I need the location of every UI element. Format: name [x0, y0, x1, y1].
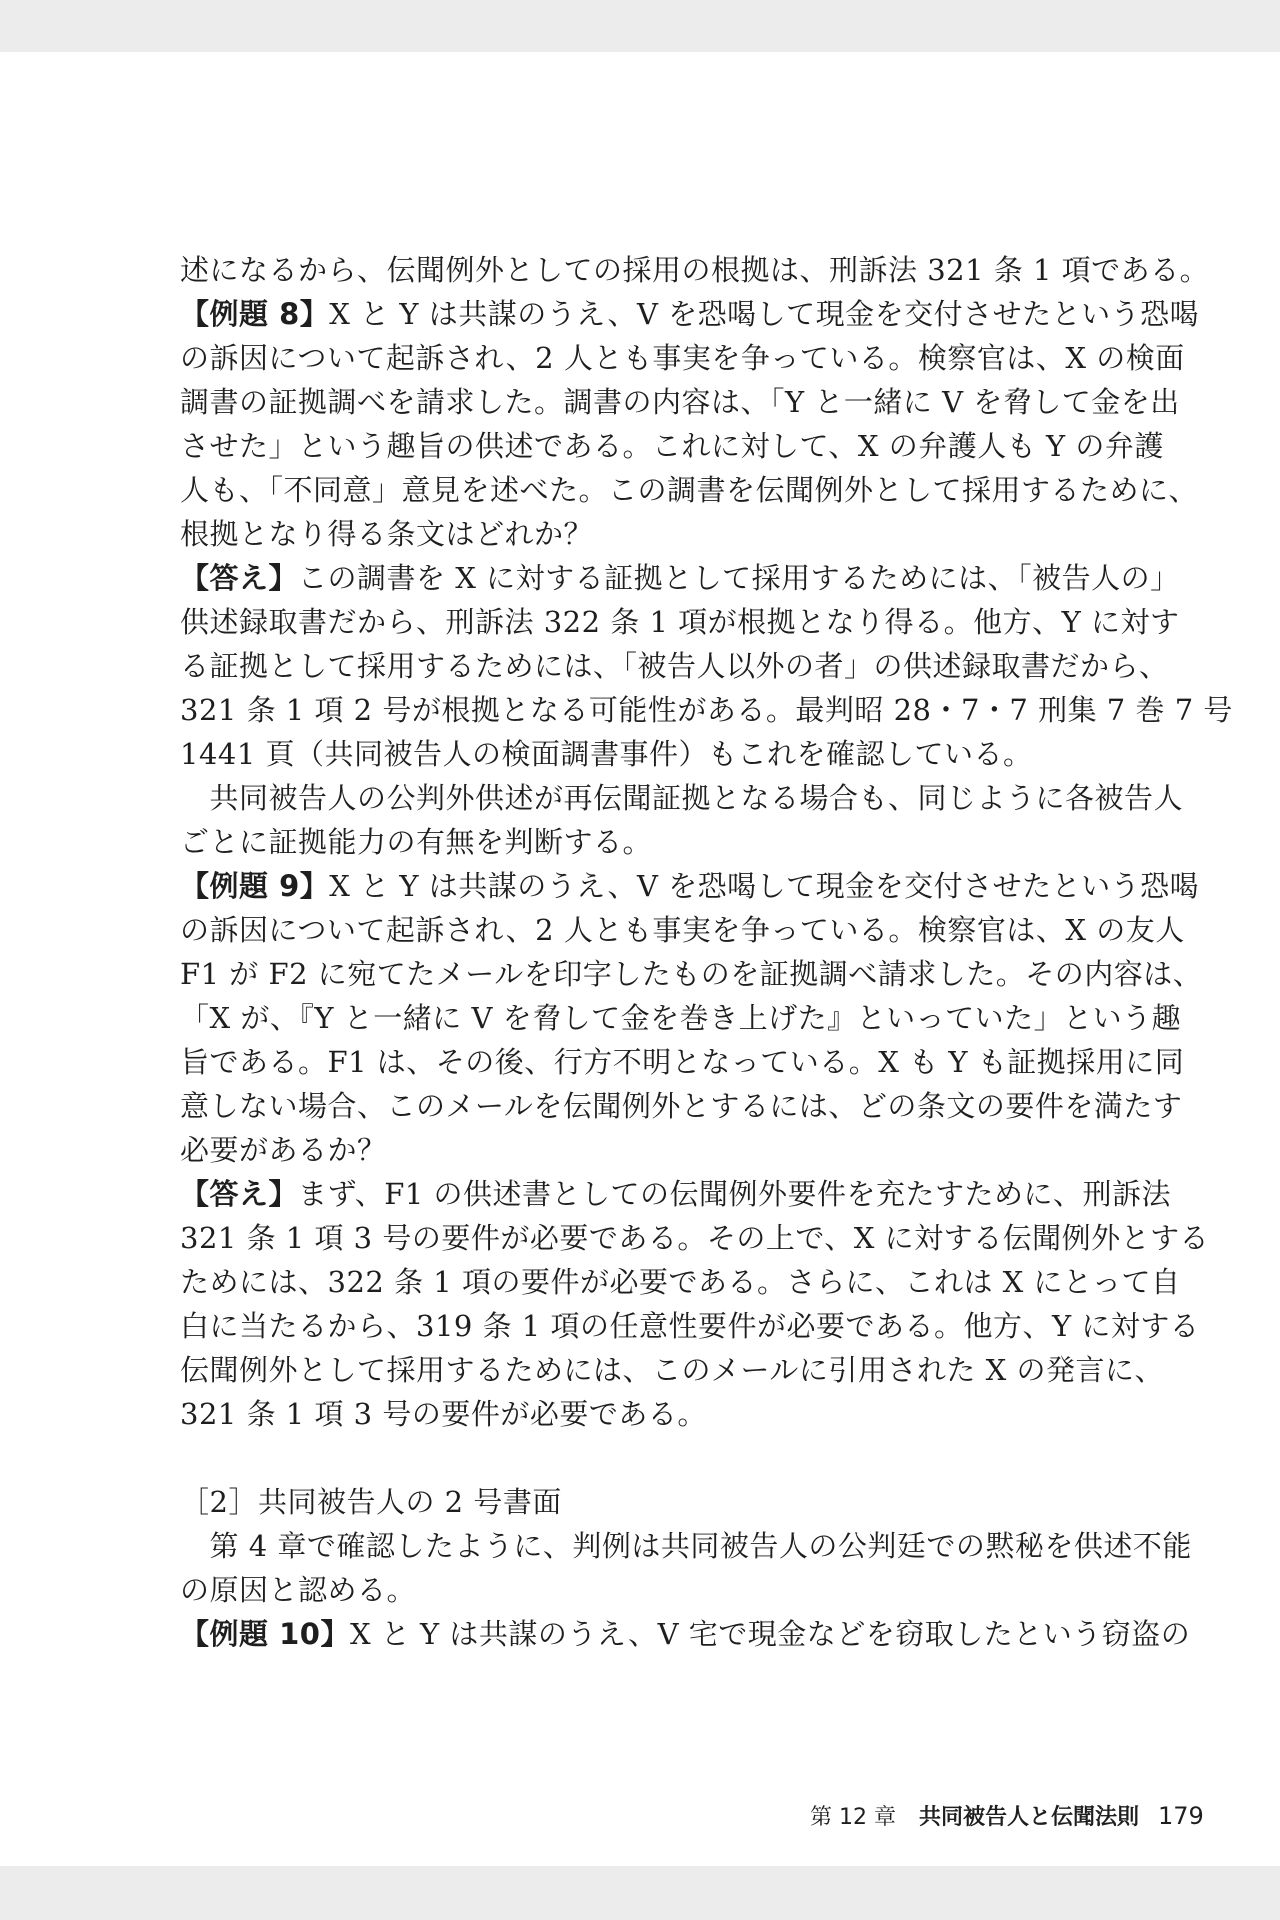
line-text: の訴因について起訴され、2 人とも事実を争っている。検察官は、X の検面 [180, 341, 1185, 375]
section-gap [180, 1436, 1130, 1480]
line-text: F1 が F2 に宛てたメールを印字したものを証拠調べ請求した。その内容は、 [180, 957, 1203, 991]
line-text: まず、F1 の供述書としての伝聞例外要件を充たすために、刑訴法 [298, 1177, 1171, 1211]
text-line [180, 336, 1185, 380]
text-block-2 [180, 1524, 1192, 1656]
line-text: る証拠として採用するためには、「被告人以外の者」の供述録取書だから、 [180, 649, 1169, 683]
chapter-title: 共同被告人と伝聞法則 [918, 1805, 1139, 1830]
text-line [180, 1260, 1181, 1304]
line-text: X と Y は共謀のうえ、V を恐喝して現金を交付させたという恐喝 [329, 869, 1200, 903]
line-text: 根拠となり得る条文はどれか？ [180, 517, 594, 551]
text-line [180, 556, 1180, 600]
line-text: 意しない場合、このメールを伝聞例外とするには、どの条文の要件を満たす [180, 1089, 1183, 1123]
text-line [180, 996, 1182, 1040]
text-line [180, 1392, 1130, 1436]
text-line [180, 732, 1130, 776]
text-line [180, 424, 1164, 468]
example-label: 【例題 9】 [180, 869, 330, 903]
chapter-number: 第 12 章 [810, 1805, 896, 1830]
text-line [180, 820, 1130, 864]
line-text: 321 条 1 項 3 号の要件が必要である。その上で、X に対する伝聞例外とする [180, 1221, 1210, 1255]
text-line [180, 1524, 1192, 1568]
example-label: 【例題 10】 [180, 1617, 350, 1651]
text-line [180, 600, 1180, 644]
text-line [180, 776, 1184, 820]
line-text: 調書の証拠調べを請求した。調書の内容は、「Y と一緒に V を脅して金を出 [180, 385, 1180, 419]
section-heading: ［2］共同被告人の 2 号書面 [180, 1485, 562, 1519]
text-line [180, 908, 1185, 952]
line-text: 述になるから、伝聞例外としての採用の根拠は、刑訴法 321 条 1 項である。 [180, 253, 1210, 287]
text-line [180, 952, 1203, 996]
line-text: 共同被告人の公判外供述が再伝聞証拠となる場合も、同じように各被告人 [180, 781, 1184, 815]
example-label: 【答え】 [180, 561, 299, 595]
line-text: この調書を X に対する証拠として採用するためには、「被告人の」 [298, 561, 1180, 595]
example-label: 【例題 8】 [180, 297, 330, 331]
text-line [180, 292, 1200, 336]
text-line [180, 1040, 1185, 1084]
text-line [180, 1084, 1183, 1128]
line-text: 321 条 1 項 2 号が根拠となる可能性がある。最判昭 28・7・7 刑集 7 巻 7 号 [180, 693, 1233, 727]
line-text: X と Y は共謀のうえ、V を恐喝して現金を交付させたという恐喝 [329, 297, 1200, 331]
line-text: 供述録取書だから、刑訴法 322 条 1 項が根拠となり得る。他方、Y に対す [180, 605, 1180, 639]
book-page [0, 52, 1280, 1866]
text-line [180, 1128, 1130, 1172]
line-text: 1441 頁（共同被告人の検面調書事件）もこれを確認している。 [180, 737, 1033, 771]
text-line [180, 688, 1233, 732]
text-line [180, 644, 1169, 688]
body-text [180, 248, 1233, 1656]
line-text: 伝聞例外として採用するためには、このメールに引用された X の発言に、 [180, 1353, 1165, 1387]
line-text: 旨である。F1 は、その後、行方不明となっている。X も Y も証拠採用に同 [180, 1045, 1185, 1079]
line-text: 第 4 章で確認したように、判例は共同被告人の公判廷での黙秘を供述不能 [180, 1529, 1192, 1563]
line-text: させた」という趣旨の供述である。これに対して、X の弁護人も Y の弁護 [180, 429, 1164, 463]
page-footer [810, 1800, 1204, 1831]
page-number: 179 [1158, 1802, 1204, 1830]
text-block-1 [180, 248, 1233, 1436]
text-line [180, 1304, 1200, 1348]
line-text: 白に当たるから、319 条 1 項の任意性要件が必要である。他方、Y に対する [180, 1309, 1200, 1343]
line-text: 321 条 1 項 3 号の要件が必要である。 [180, 1397, 707, 1431]
text-line [180, 1612, 1191, 1656]
line-text: 人も、「不同意」意見を述べた。この調書を伝聞例外として採用するために、 [180, 473, 1199, 507]
example-label: 【答え】 [180, 1177, 299, 1211]
text-line [180, 468, 1199, 512]
text-line [180, 864, 1200, 908]
line-text: ためには、322 条 1 項の要件が必要である。さらに、これは X にとって自 [180, 1265, 1181, 1299]
text-line [180, 248, 1210, 292]
line-text: の原因と認める。 [180, 1573, 417, 1607]
line-text: ごとに証拠能力の有無を判断する。 [180, 825, 653, 859]
text-line [180, 1568, 1130, 1612]
line-text: 「X が、『Y と一緒に V を脅して金を巻き上げた』といっていた」という趣 [180, 1001, 1182, 1035]
line-text: X と Y は共謀のうえ、V 宅で現金などを窃取したという窃盗の [349, 1617, 1191, 1651]
text-line [180, 512, 1130, 556]
text-line [180, 1216, 1210, 1260]
text-line [180, 380, 1180, 424]
line-text: の訴因について起訴され、2 人とも事実を争っている。検察官は、X の友人 [180, 913, 1185, 947]
line-text: 必要があるか？ [180, 1133, 387, 1167]
text-line [180, 1348, 1165, 1392]
text-line [180, 1172, 1171, 1216]
